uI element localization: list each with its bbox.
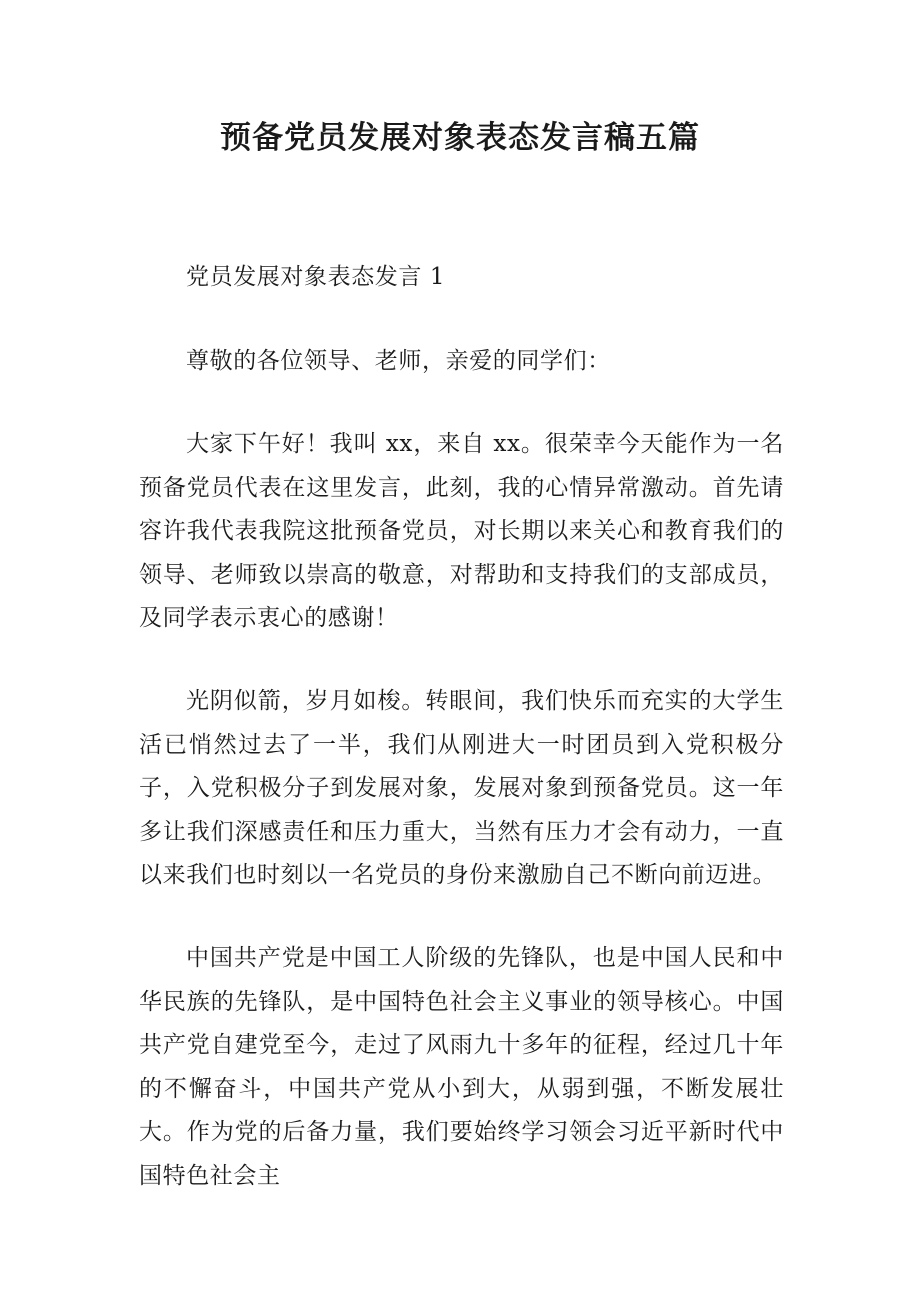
paragraph-2: 光阴似箭，岁月如梭。转眼间，我们快乐而充实的大学生活已悄然过去了一半，我们从刚进大一时团员到入党积极分子，入党积极分子到发展对象，发展对象到预备党员。这一年多让我们深感责任和压力重大，当然有压力才会有动力，一直以来我们也时刻以一名党员的身份来激励自己不断向前迈进。 bbox=[139, 688, 784, 888]
section-heading: 党员发展对象表态发言 1 bbox=[186, 264, 446, 290]
paragraph-1: 大家下午好！我叫 xx，来自 xx。很荣幸今天能作为一名预备党员代表在这里发言，此刻，我的心情异常激动。首先请容许我代表我院这批预备党员，对长期以来关心和教育我们的领导、老师致以崇高的敬意，对帮助和支持我们的支部成员，及同学表示衷心的感谢！ bbox=[139, 431, 784, 631]
document-title: 预备党员发展对象表态发言稿五篇 bbox=[220, 120, 700, 156]
paragraph-3: 中国共产党是中国工人阶级的先锋队，也是中国人民和中华民族的先锋队，是中国特色社会主义事业的领导核心。中国共产党自建党至今，走过了风雨九十多年的征程，经过几十年的不懈奋斗，中国共产党从小到大，从弱到强，不断发展壮大。作为党的后备力量，我们要始终学习领会习近平新时代中国特色社会主 bbox=[139, 945, 784, 1189]
greeting-line: 尊敬的各位领导、老师，亲爱的同学们： bbox=[186, 348, 611, 374]
